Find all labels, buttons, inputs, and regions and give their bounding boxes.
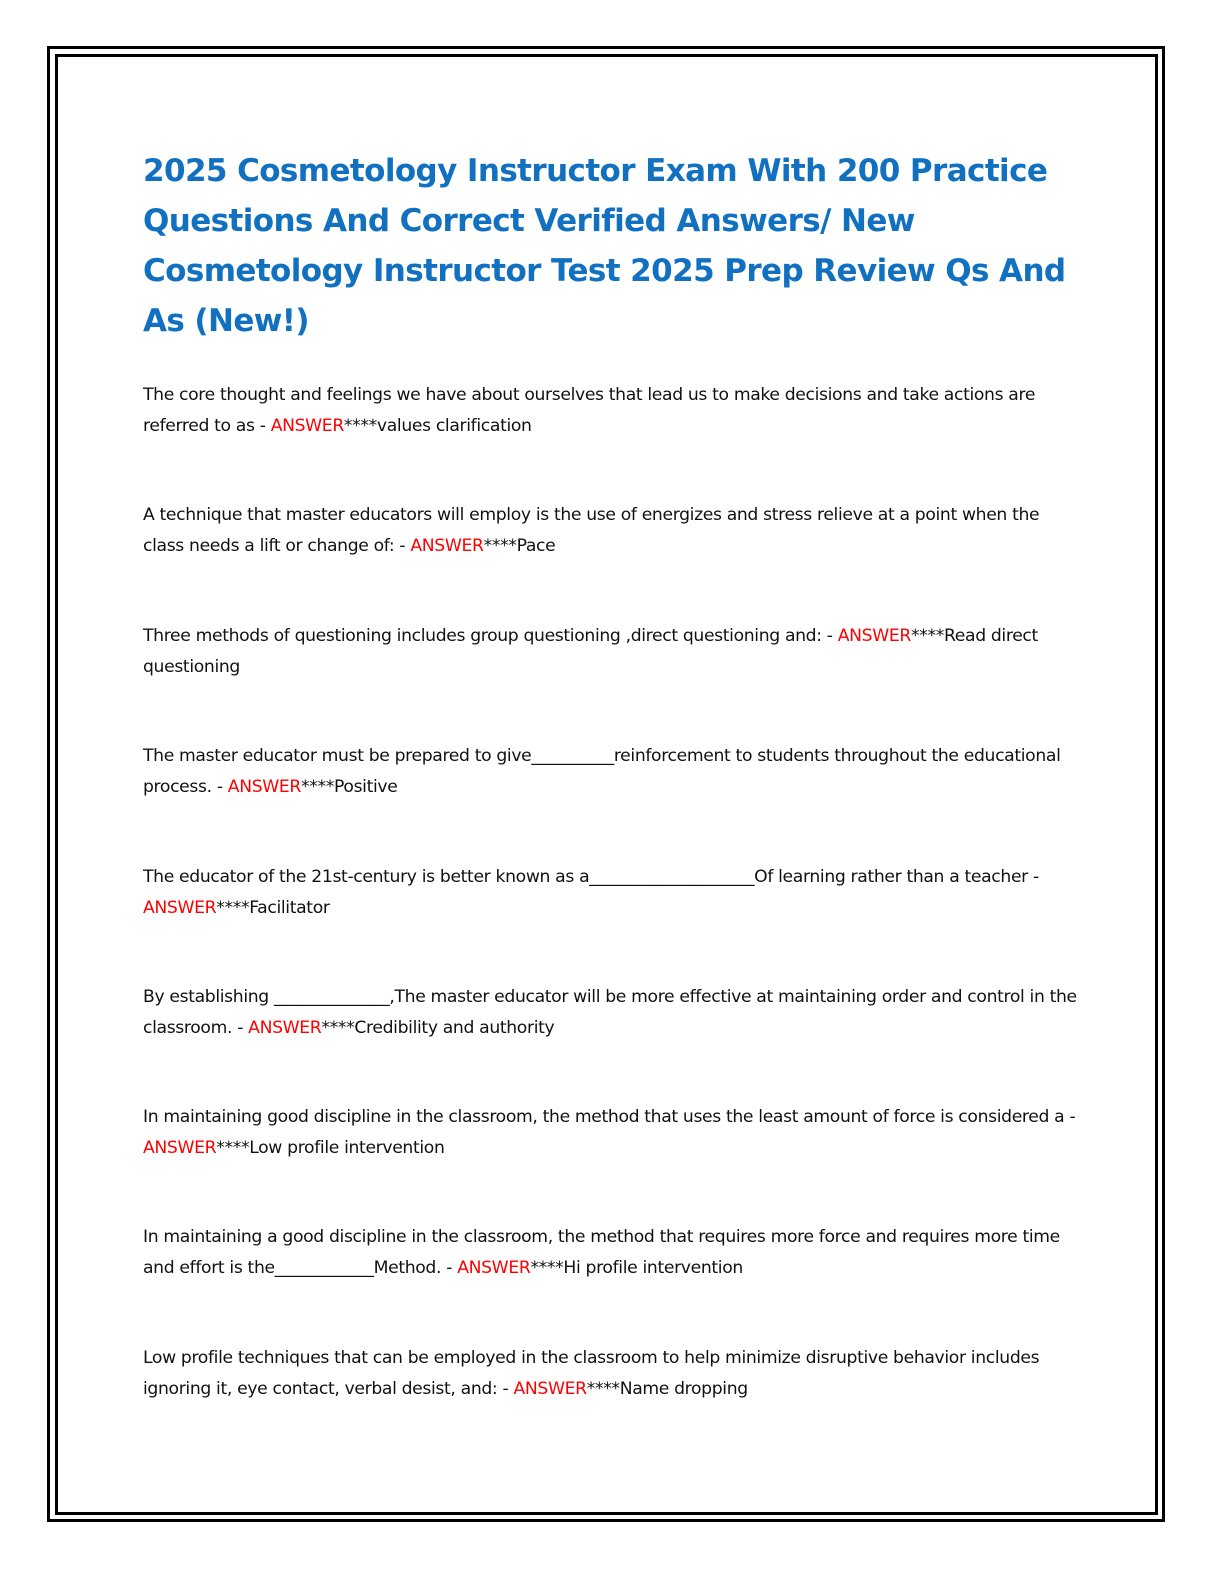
answer-label: ANSWER (410, 535, 484, 556)
answer-text: Hi profile intervention (563, 1257, 743, 1278)
answer-marker: **** (483, 535, 517, 556)
answer-text: Facilitator (249, 897, 330, 918)
answer-marker: **** (586, 1378, 620, 1399)
answer-text: Read direct questioning (143, 626, 1038, 677)
qa-item (143, 621, 1078, 682)
answer-label: ANSWER (248, 1017, 322, 1038)
answer-label: ANSWER (143, 897, 217, 918)
answer-label: ANSWER (227, 776, 302, 797)
answer-text: Pace (516, 535, 556, 556)
qa-item (143, 380, 1078, 441)
answer-label: ANSWER (143, 1137, 217, 1158)
qa-item (143, 862, 1078, 923)
question-text: The educator of the 21st-century is better known as a____________________Of learning rather than a teacher - (143, 867, 1039, 887)
qa-item (143, 500, 1078, 561)
question-text: Three methods of questioning includes group questioning ,direct questioning and: - (143, 626, 838, 646)
question-text: A technique that master educators will employ is the use of energizes and stress relieve at a point when the class needs a lift or change of: - (143, 505, 1040, 556)
answer-marker: **** (216, 1137, 250, 1158)
answer-text: Name dropping (619, 1378, 748, 1399)
document-title: 2025 Cosmetology Instructor Exam With 200 Practice Questions And Correct Verified Answers/ New Cosmetology Instructor Test 2025 Prep Review Qs And As (New!) (143, 153, 1066, 339)
answer-marker: **** (301, 776, 335, 797)
answer-marker: **** (343, 415, 377, 436)
qa-item (143, 1343, 1078, 1404)
question-text: By establishing ______________,The master educator will be more effective at maintaining order and control in the classroom. - (143, 987, 1077, 1038)
qa-item (143, 1102, 1078, 1163)
question-text: The core thought and feelings we have about ourselves that lead us to make decisions and take actions are referred to as - (143, 385, 1036, 436)
qa-item (143, 741, 1078, 802)
answer-label: ANSWER (457, 1257, 531, 1278)
answer-marker: **** (910, 626, 944, 646)
answer-label: ANSWER (837, 626, 911, 646)
answer-text: values clarification (376, 415, 532, 436)
answer-marker: **** (216, 897, 250, 918)
answer-text: Low profile intervention (249, 1137, 445, 1158)
answer-marker: **** (530, 1257, 564, 1278)
answer-label: ANSWER (270, 415, 344, 436)
question-text: Low profile techniques that can be employed in the classroom to help minimize disruptive behavior includes ignoring it, eye contact, verbal desist, and: - (143, 1348, 1040, 1399)
qa-item (143, 1222, 1078, 1283)
question-text: In maintaining a good discipline in the classroom, the method that requires more force and requires more time and effort is the____________Method. - (143, 1227, 1060, 1278)
answer-marker: **** (321, 1017, 355, 1038)
question-text: The master educator must be prepared to give__________reinforcement to students throughout the educational process. - (143, 746, 1061, 797)
qa-item (143, 982, 1078, 1043)
answer-text: Credibility and authority (354, 1017, 555, 1038)
answer-text: Positive (334, 776, 398, 797)
answer-label: ANSWER (513, 1378, 587, 1399)
question-text: In maintaining good discipline in the classroom, the method that uses the least amount of force is considered a - (143, 1107, 1076, 1127)
